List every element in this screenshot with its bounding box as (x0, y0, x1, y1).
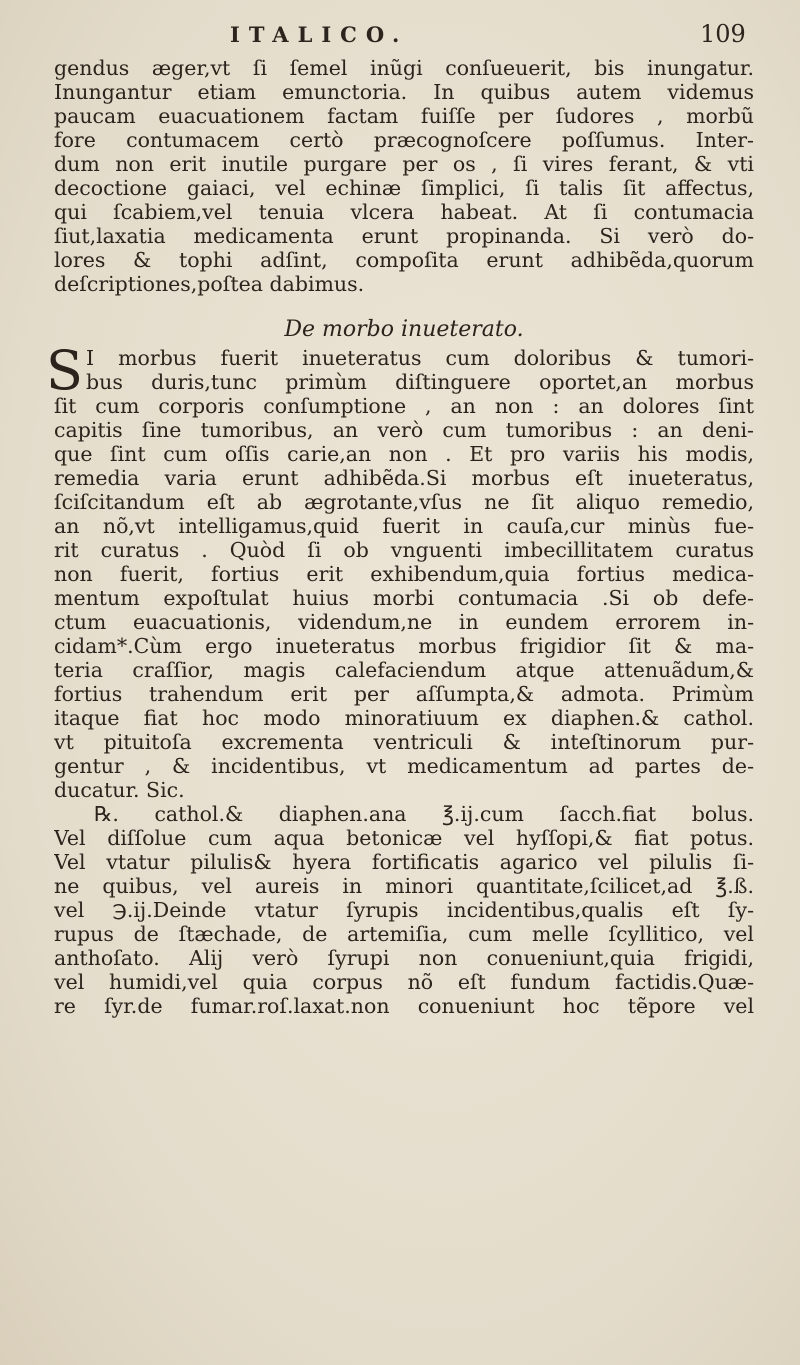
text-line: qui ſcabiem,vel tenuia vlcera habeat. At ſi contumacia (54, 200, 754, 224)
text-line: anthoſato. Alij verò ſyrupi non conueniunt,quia frigidi, (54, 946, 754, 970)
text-line: mentum expoſtulat huius morbi contumacia .Si ob defe- (54, 586, 754, 610)
text-line: ſit cum corporis conſumptione , an non : an dolores ſint (54, 394, 754, 418)
text-line: decoctione gaiaci, vel echinæ ſimplici, ſi talis ſit affectus, (54, 176, 754, 200)
text-line: fortius trahendum erit per aſſumpta,& admota. Primùm (54, 682, 754, 706)
text-line: vel humidi,vel quia corpus nõ eſt fundum factidis.Quæ- (54, 970, 754, 994)
section-heading: De morbo inueterato. (284, 317, 524, 342)
recipe-line: ℞. cathol.& diaphen.ana ℥.ij.cum ſacch.fiat bolus. (94, 802, 754, 826)
text-line: vt pituitoſa excrementa ventriculi & inteſtinorum pur- (54, 730, 754, 754)
text-line: Vel vtatur pilulis& hyera fortificatis agarico vel pilulis ſi- (54, 850, 754, 874)
text-line: dum non erit inutile purgare per os , ſi vires ferant, & vti (54, 152, 754, 176)
text-line: gendus æger,vt ſi ſemel inũgi conſueuerit, bis inungatur. (54, 56, 754, 80)
text-line: ſiut,laxatia medicamenta erunt propinanda. Si verò do- (54, 224, 754, 248)
text-line: rupus de ſtæchade, de artemiſia, cum melle ſcyllitico, vel (54, 922, 754, 946)
text-line: capitis ſine tumoribus, an verò cum tumoribus : an deni- (54, 418, 754, 442)
paragraph-continued (54, 56, 754, 296)
text-line: que ſint cum oſſis carie,an non . Et pro variis his modis, (54, 442, 754, 466)
text-line: ducatur. Sic. (54, 778, 185, 802)
text-line: paucam euacuationem factam fuiſſe per ſudores , morbũ (54, 104, 754, 128)
text-line: remedia varia erunt adhibẽda.Si morbus eſt inueteratus, (54, 466, 754, 490)
text-line: ſciſcitandum eſt ab ægrotante,vſus ne ſit aliquo remedio, (54, 490, 754, 514)
text-line: non fuerit, fortius erit exhibendum,quia fortius medica- (54, 562, 754, 586)
text-line: deſcriptiones,poſtea dabimus. (54, 272, 365, 296)
text-line: cidam*.Cùm ergo inueteratus morbus frigidior ſit & ma- (54, 634, 754, 658)
text-line: vel ℈.ij.Deinde vtatur ſyrupis incidentibus,qualis eſt ſy- (54, 898, 754, 922)
text-line: ne quibus, vel aureis in minori quantitate,ſcilicet,ad ℥.ß. (54, 874, 754, 898)
body-text (46, 56, 754, 1018)
text-line: I morbus fuerit inueteratus cum doloribus & tumori- (86, 346, 754, 370)
text-line: an nõ,vt intelligamus,quid fuerit in cauſa,cur minùs fue- (54, 514, 754, 538)
text-line: rit curatus . Quòd ſi ob vnguenti imbecillitatem curatus (54, 538, 754, 562)
text-line: itaque fiat hoc modo minoratiuum ex diaphen.& cathol. (54, 706, 754, 730)
paragraph-inueterato (46, 339, 754, 802)
text-line: gentur , & incidentibus, vt medicamentum ad partes de- (54, 754, 754, 778)
text-line: ctum euacuationis, videndum,ne in eundem errorem in- (54, 610, 754, 634)
text-line: Inungantur etiam emunctoria. In quibus autem videmus (54, 80, 754, 104)
text-line: Vel diſſolue cum aqua betonicæ vel hyſſopi,& fiat potus. (54, 826, 754, 850)
drop-cap: S (46, 339, 83, 402)
paragraph-recipe (54, 802, 754, 1018)
running-title: ITALICO. (230, 22, 409, 47)
page-number: 109 (700, 20, 746, 48)
page-header (0, 16, 800, 56)
text-line: lores & tophi adſint, compoſita erunt adhibẽda,quorum (54, 248, 754, 272)
text-line: bus duris,tunc primùm diſtinguere oportet,an morbus (86, 370, 754, 394)
text-line: teria craſſior, magis calefaciendum atque attenuãdum,& (54, 658, 754, 682)
text-line: re ſyr.de fumar.roſ.laxat.non conueniunt hoc tẽpore vel (54, 994, 754, 1018)
text-line: fore contumacem certò præcognoſcere poſſumus. Inter- (54, 128, 754, 152)
